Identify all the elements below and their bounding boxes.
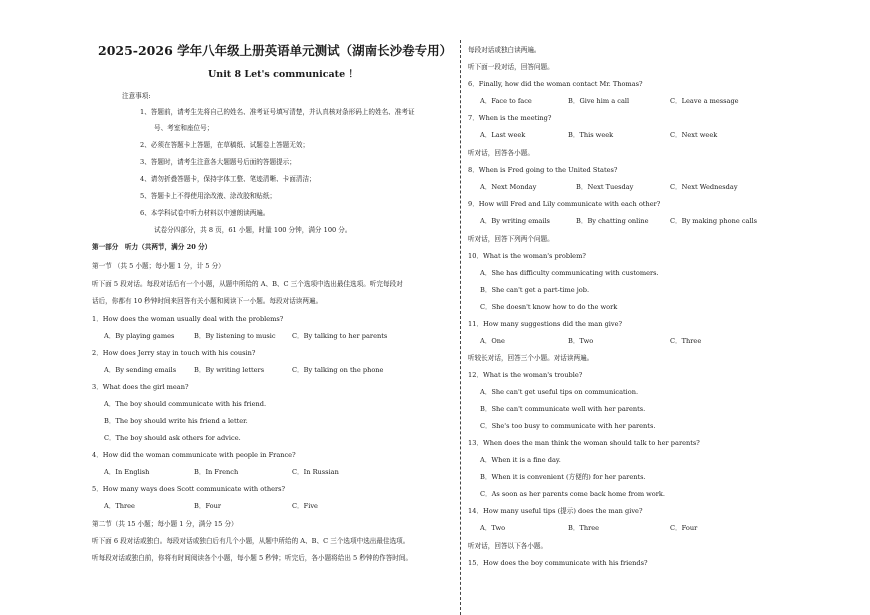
instruction-line: 每段对话或独白读两遍。 — [468, 46, 541, 54]
question-text: 5．How many ways does Scott communicate with others? — [92, 485, 286, 493]
question-text: 9．How will Fred and Lily communicate with each other? — [468, 200, 661, 208]
option: A．Two — [480, 524, 506, 532]
note-item: 1、答题前，请考生先将自己的姓名、准考证号填写清楚，并认真核对条形码上的姓名、准考证 — [140, 108, 415, 116]
option: C．The boy should ask others for advice. — [104, 434, 241, 442]
option: B．When it is convenient (方便的) for her parents. — [480, 473, 646, 481]
section1-instructions: 听下面 5 段对话。每段对话后有一个小题，从题中所给的 A、B、C 三个选项中选出最佳选项。听完每段对 — [92, 280, 403, 288]
option: C．Next Wednesday — [670, 183, 738, 191]
notes-heading: 注意事项: — [122, 92, 151, 100]
option: C．Five — [292, 502, 318, 510]
note-item: 号、考室和座位号； — [154, 124, 214, 132]
option: C．By talking to her parents — [292, 332, 388, 340]
note-item: 4、请勿折叠答题卡，保持字体工整、笔迹清晰、卡面清洁； — [140, 175, 316, 183]
listen-instruction: 听对话，回答各小题。 — [468, 149, 534, 157]
option: C．In Russian — [292, 468, 339, 476]
option: C．She doesn't know how to do the work — [480, 303, 618, 311]
option: C．Leave a message — [670, 97, 739, 105]
option: A．Next Monday — [480, 183, 537, 191]
option: A．She has difficulty communicating with customers. — [480, 269, 659, 277]
option: B．This week — [568, 131, 614, 139]
note-item: 5、答题卡上不得使用涂改液、涂改胶和贴纸； — [140, 192, 277, 200]
question-text: 4．How did the woman communicate with people in France? — [92, 451, 296, 459]
option: A．By sending emails — [104, 366, 177, 374]
option: C．By making phone calls — [670, 217, 758, 225]
option: C．Next week — [670, 131, 718, 139]
option: A．When it is a fine day. — [480, 456, 561, 464]
question-text: 2．How does Jerry stay in touch with his cousin? — [92, 349, 256, 357]
question-text: 14．How many useful tips (提示) does the man give? — [468, 507, 643, 515]
option: C．Three — [670, 337, 702, 345]
note-item: 试卷分四部分，共 8 页，61 小题，时量 100 分钟，满分 100 分。 — [154, 226, 352, 234]
section1-heading: 第一节 （共 5 小题；每小题 1 分，计 5 分） — [92, 262, 225, 270]
option: B．Four — [194, 502, 222, 510]
section2-heading: 第二节（共 15 小题；每小题 1 分，满分 15 分） — [92, 520, 238, 528]
option: C．Four — [670, 524, 698, 532]
option: A．By playing games — [104, 332, 175, 340]
option: B．In French — [194, 468, 239, 476]
option: B．By writing letters — [194, 366, 265, 374]
option: A．By writing emails — [480, 217, 550, 225]
question-text: 12．What is the woman's trouble? — [468, 371, 583, 379]
question-text: 7．When is the meeting? — [468, 114, 552, 122]
option: A．Last week — [480, 131, 526, 139]
option: B．Three — [568, 524, 600, 532]
column-divider — [460, 40, 461, 615]
note-item: 2、必须在答题卡上答题，在草稿纸、试题卷上答题无效； — [140, 141, 310, 149]
note-item: 3、答题时，请考生注意各大题题号后面的答题提示； — [140, 158, 296, 166]
option: B．By listening to music — [194, 332, 276, 340]
option: A．Face to face — [480, 97, 532, 105]
option: A．The boy should communicate with his friend. — [104, 400, 267, 408]
option: B．By chatting online — [576, 217, 649, 225]
option: A．One — [480, 337, 505, 345]
option: C．As soon as her parents come back home from work. — [480, 490, 666, 498]
question-text: 11．How many suggestions did the man give? — [468, 320, 623, 328]
option: B．She can't get a part-time job. — [480, 286, 590, 294]
question-text: 6．Finally, how did the woman contact Mr. Thomas? — [468, 80, 643, 88]
option: B．The boy should write his friend a letter. — [104, 417, 248, 425]
question-text: 15．How does the boy communicate with his friends? — [468, 559, 648, 567]
listen-instruction: 听下面一段对话，回答问题。 — [468, 63, 554, 71]
option: C．By talking on the phone — [292, 366, 384, 374]
listen-instruction: 听较长对话，回答三个小题。对话读两遍。 — [468, 354, 594, 362]
unit-subtitle: Unit 8 Let's communicate ！ — [208, 69, 358, 80]
option: B．Two — [568, 337, 594, 345]
question-text: 13．When does the man think the woman should talk to her parents? — [468, 439, 700, 447]
question-text: 3．What does the girl mean? — [92, 383, 189, 391]
option: A．She can't get useful tips on communication. — [480, 388, 639, 396]
listen-instruction: 听对话，回答以下各小题。 — [468, 542, 548, 550]
option: B．Give him a call — [568, 97, 630, 105]
option: B．She can't communicate well with her parents. — [480, 405, 646, 413]
question-text: 1．How does the woman usually deal with the problems? — [92, 315, 284, 323]
section2-instructions: 听每段对话或独白前，你将有时间阅读各个小题，每小题 5 秒钟；听完后，各小题将给出 5 秒钟的作答时间。 — [92, 554, 413, 562]
option: C．She's too busy to communicate with her parents. — [480, 422, 656, 430]
question-text: 8．When is Fred going to the United States? — [468, 166, 618, 174]
option: A．In English — [104, 468, 150, 476]
exam-title: 2025-2026 学年八年级上册英语单元测试（湖南长沙卷专用） — [98, 43, 453, 58]
listen-instruction: 听对话，回答下列两个问题。 — [468, 235, 554, 243]
option: B．Next Tuesday — [576, 183, 634, 191]
section1-instructions: 话后，你都有 10 秒钟时间来回答有关小题和阅读下一小题。每段对话读两遍。 — [92, 297, 323, 305]
section2-instructions: 听下面 6 段对话或独白。每段对话或独白后有几个小题，从题中所给的 A、B、C 三个选项中选出最佳选项。 — [92, 537, 410, 545]
note-item: 6、本学科试卷中听力材料以中速朗读两遍。 — [140, 209, 270, 217]
question-text: 10．What is the woman's problem? — [468, 252, 586, 260]
part1-heading: 第一部分 听力（共两节，满分 20 分） — [92, 243, 212, 251]
option: A．Three — [104, 502, 135, 510]
